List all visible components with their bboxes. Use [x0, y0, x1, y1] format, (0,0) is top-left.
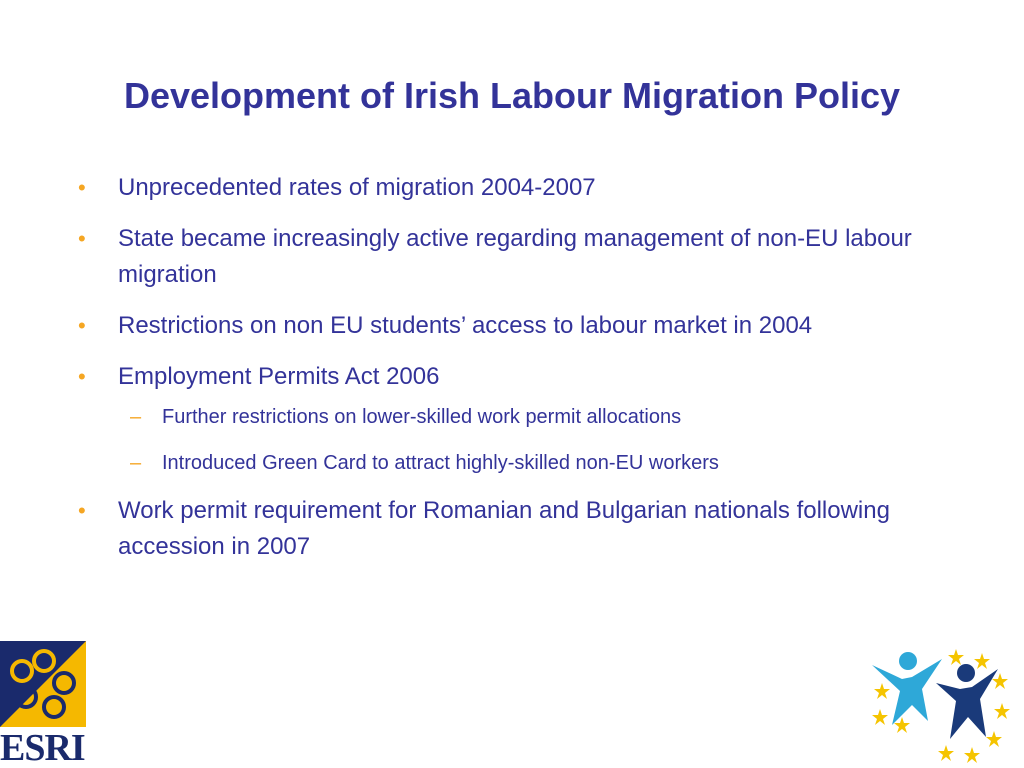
- bullet-text: Restrictions on non EU students’ access to labour market in 2004: [118, 312, 813, 339]
- bullet-item: [78, 308, 958, 344]
- sub-bullet-list: [118, 401, 958, 479]
- bullet-item: [78, 359, 958, 479]
- sub-bullet-marker: –: [130, 406, 142, 428]
- bullet-marker: •: [78, 226, 86, 251]
- bullet-text: State became increasingly active regarding management of non-EU labour migration: [118, 225, 912, 288]
- bullet-marker: •: [78, 313, 86, 338]
- bullet-marker: •: [78, 364, 86, 389]
- sub-bullet-text: Introduced Green Card to attract highly-skilled non-EU workers: [162, 452, 719, 474]
- bullet-item: [78, 493, 958, 565]
- eu-people-stars-icon: [862, 643, 1012, 763]
- slide-title: Development of Irish Labour Migration Policy: [123, 75, 901, 116]
- bullet-text: Unprecedented rates of migration 2004-2007: [118, 174, 596, 201]
- bullet-marker: •: [78, 498, 86, 523]
- esri-logo: [0, 641, 86, 768]
- bullet-list: [78, 170, 958, 580]
- bullet-text: Employment Permits Act 2006: [118, 363, 440, 390]
- bullet-item: [78, 170, 958, 206]
- sub-bullet-item: [118, 401, 958, 433]
- bullet-text: Work permit requirement for Romanian and Bulgarian nationals following accession in 2007: [118, 497, 890, 560]
- sub-bullet-text: Further restrictions on lower-skilled work permit allocations: [162, 406, 682, 428]
- sub-bullet-item: [118, 447, 958, 479]
- sub-bullet-marker: –: [130, 452, 142, 474]
- bullet-item: [78, 221, 958, 293]
- bullet-marker: •: [78, 175, 86, 200]
- esri-logo-icon: [0, 641, 86, 727]
- esri-logo-text: ESRI: [0, 727, 85, 768]
